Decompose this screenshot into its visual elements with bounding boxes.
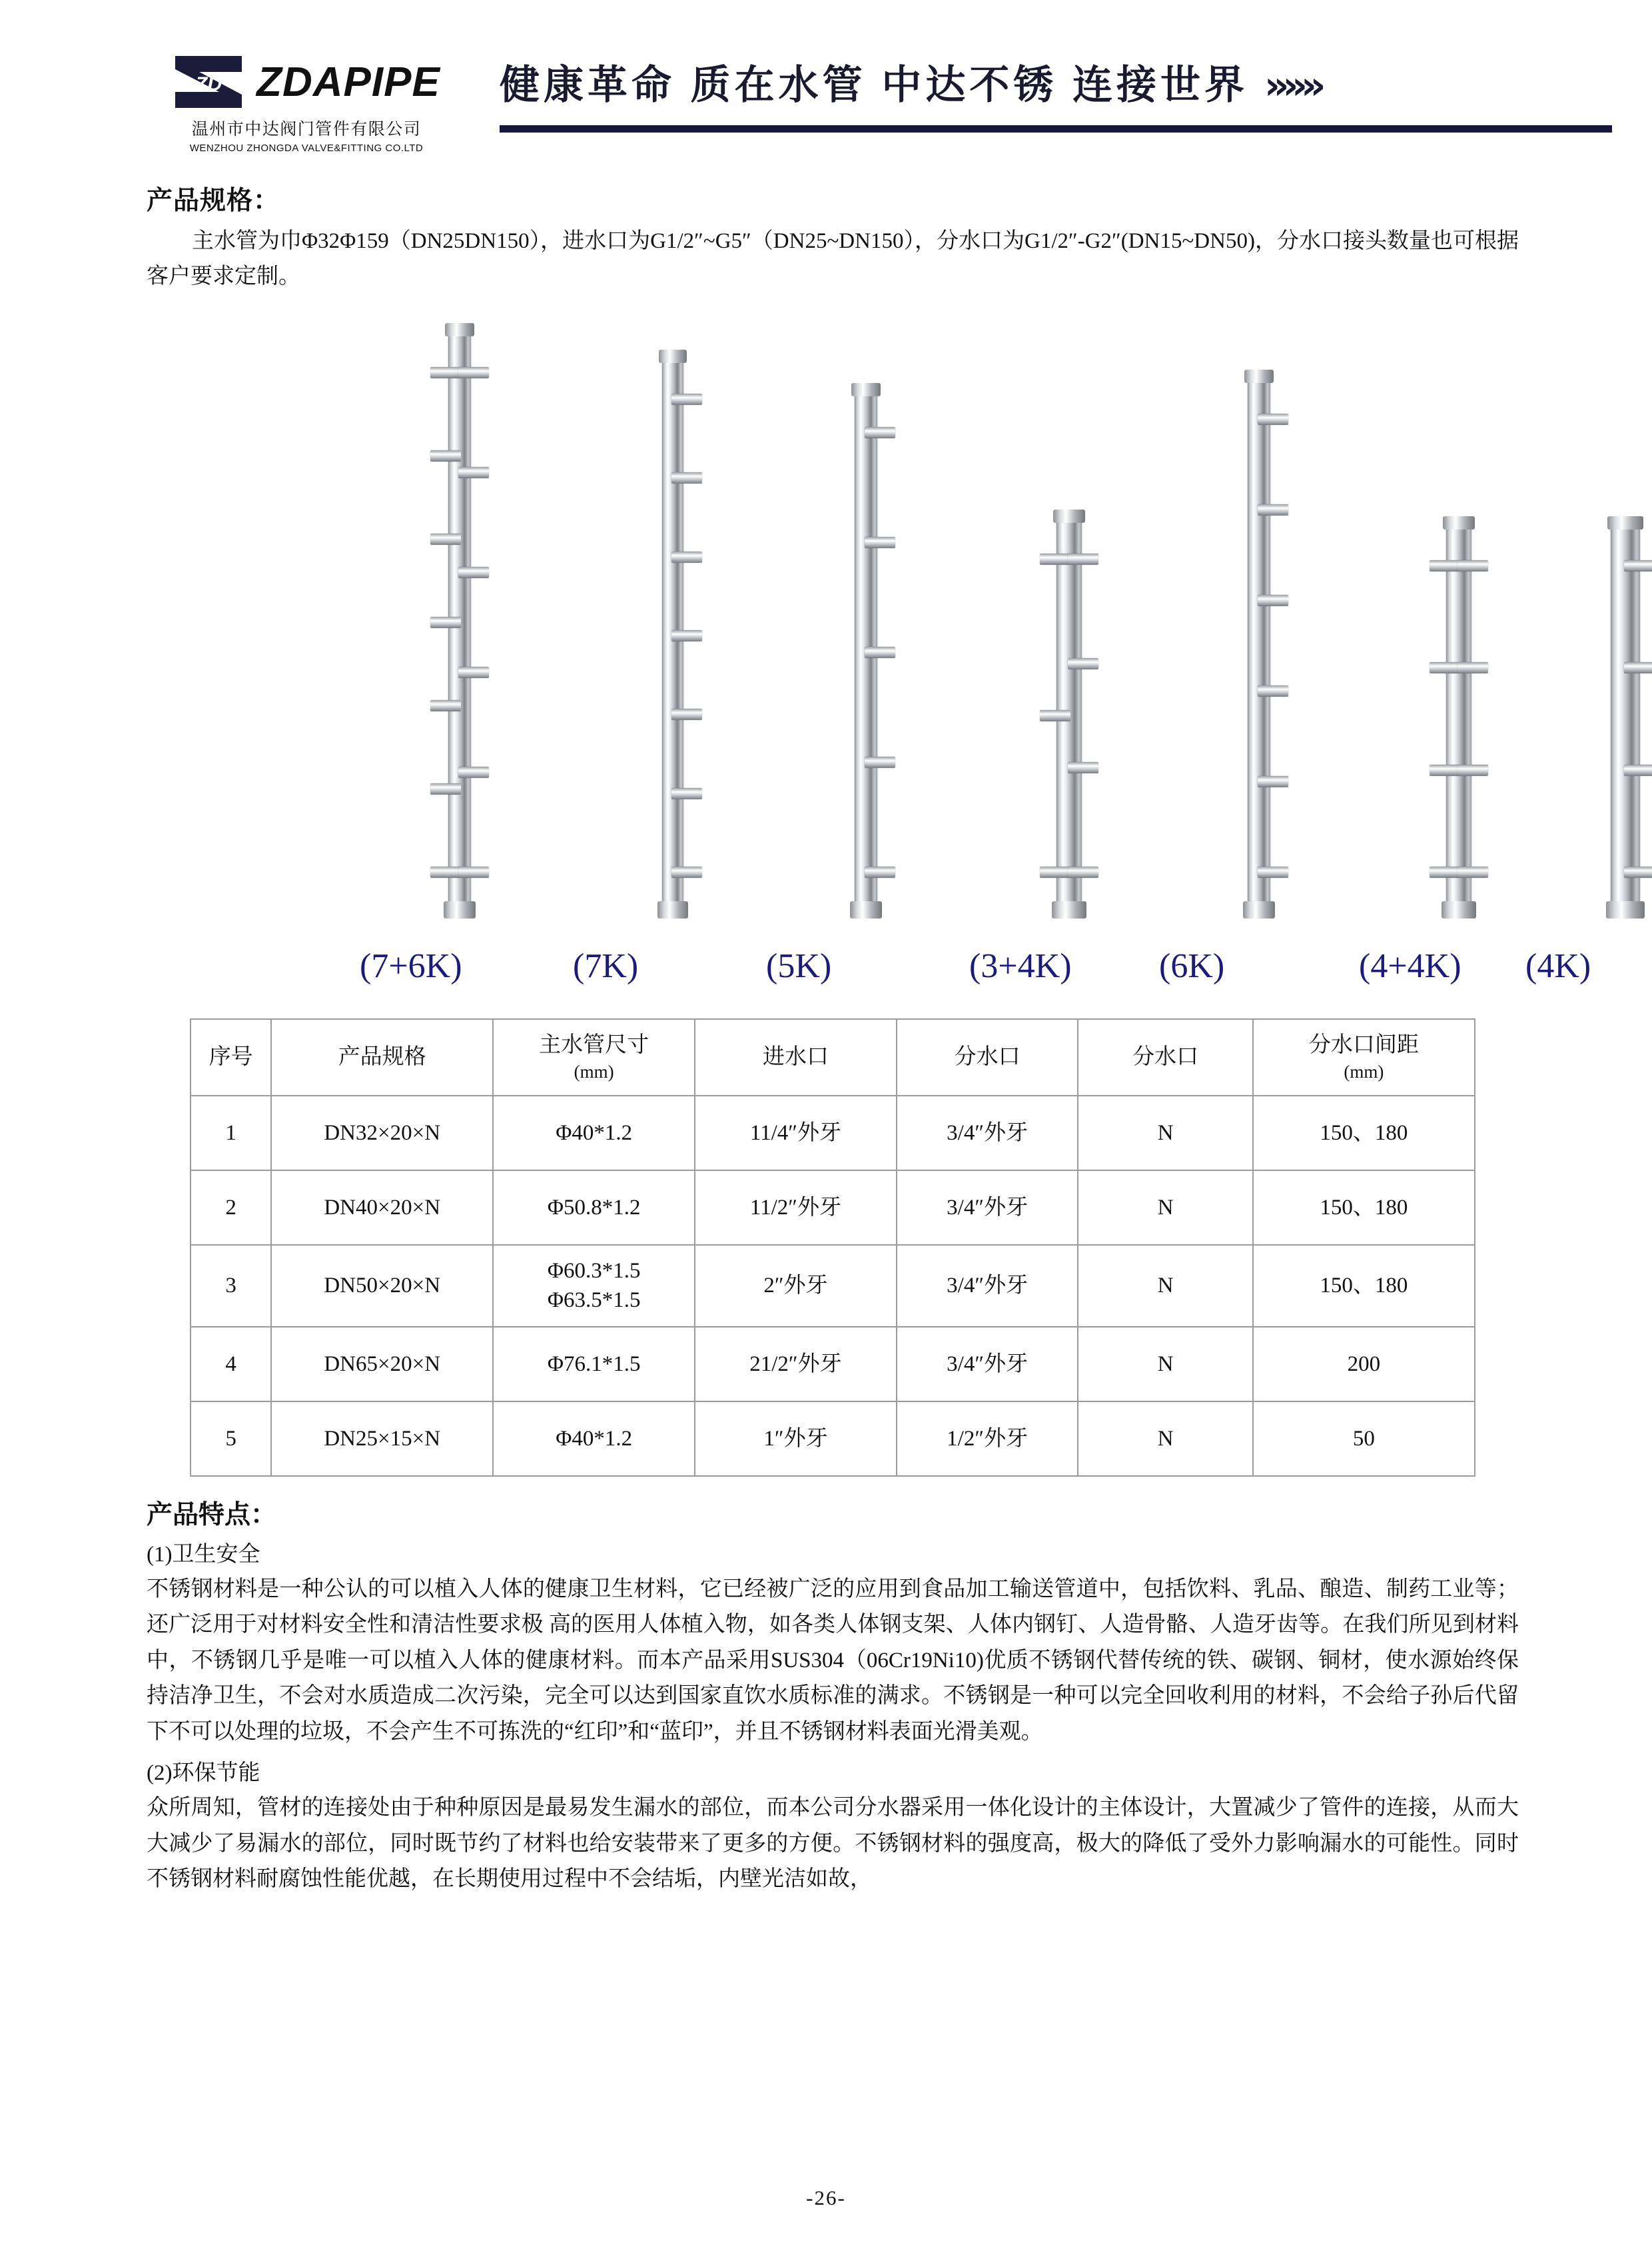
product-label-row bbox=[147, 946, 1591, 1006]
table-cell: 1/2″外牙 bbox=[897, 1401, 1078, 1476]
pipe-cap-top bbox=[851, 383, 881, 396]
zd-logo-icon bbox=[173, 53, 244, 111]
branch-port bbox=[430, 450, 461, 462]
branch-port bbox=[1430, 662, 1460, 673]
table-header-cell: 序号 bbox=[191, 1019, 271, 1096]
branch-port bbox=[865, 647, 895, 658]
table-cell: DN25×15×N bbox=[271, 1401, 493, 1476]
branch-port bbox=[1068, 762, 1098, 773]
branch-port bbox=[1040, 554, 1070, 565]
branch-port bbox=[1624, 560, 1652, 571]
main-pipe bbox=[1446, 520, 1471, 913]
pipe-cap-top bbox=[1607, 516, 1643, 530]
branch-port bbox=[430, 617, 461, 628]
company-logo bbox=[133, 53, 480, 154]
chevrons-icon: »»» bbox=[1264, 63, 1320, 108]
features-section bbox=[147, 1494, 1519, 1898]
product-manifold bbox=[806, 387, 926, 913]
branch-port bbox=[430, 783, 461, 795]
table-cell: N bbox=[1078, 1245, 1252, 1327]
branch-port bbox=[458, 467, 489, 478]
table-header-cell: 分水口间距 (mm) bbox=[1253, 1019, 1475, 1096]
branch-port bbox=[1068, 867, 1098, 878]
table-header-cell: 分水口 bbox=[897, 1019, 1078, 1096]
pipe-cap-top bbox=[1053, 510, 1085, 523]
page-header bbox=[0, 0, 1652, 167]
pipe-cap-bottom bbox=[1243, 901, 1275, 919]
product-label: (3+4K) bbox=[969, 946, 1072, 985]
feature-1-title: (1)卫生安全 bbox=[147, 1542, 260, 1567]
logo-wordmark: ZDAPIPE bbox=[256, 59, 440, 105]
table-cell: N bbox=[1078, 1327, 1252, 1401]
features-title: 产品特点： bbox=[147, 1500, 277, 1529]
branch-port bbox=[1258, 504, 1288, 516]
branch-port bbox=[1258, 414, 1288, 425]
table-cell: 4 bbox=[191, 1327, 271, 1401]
table-cell: DN65×20×N bbox=[271, 1327, 493, 1401]
table-header-cell: 产品规格 bbox=[271, 1019, 493, 1096]
table-cell: 200 bbox=[1253, 1327, 1475, 1401]
table-header-cell: 分水口 bbox=[1078, 1019, 1252, 1096]
table-cell: DN40×20×N bbox=[271, 1170, 493, 1245]
branch-port bbox=[458, 867, 489, 878]
table-header-cell: 进水口 bbox=[695, 1019, 897, 1096]
branch-port bbox=[1430, 765, 1460, 776]
table-cell: DN50×20×N bbox=[271, 1245, 493, 1327]
table-cell: 1″外牙 bbox=[695, 1401, 897, 1476]
branch-port bbox=[458, 567, 489, 578]
branch-port bbox=[1040, 710, 1070, 721]
table-cell: 150、180 bbox=[1253, 1170, 1475, 1245]
feature-1-body: 不锈钢材料是一种公认的可以植入人体的健康卫生材料，它已经被广泛的应用到食品加工输送管道中，包括饮料、乳品、酿造、制药工业等；还广泛用于对材料安全性和清洁性要求极 高的医用人体植入物，如各类人体钢支架、人体内钢钉、人造骨骼、人造牙齿等。在我们所见到材料中，不锈钢几乎是唯一可以植入人体的健康材料。而本产品采用SUS304（06Cr19Ni10)优质不锈钢代替传统的铁、碳钢、铜材，使水源始终保持洁净卫生，不会对水质造成二次污染，完全可以达到国家直饮水质标准的满求。不锈钢是一种可以完全回收利用的材料，不会给子孙后代留下不可以处理的垃圾，不会产生不可拣洗的“红印”和“蓝印”，并且不锈钢材料表面光滑美观。 bbox=[147, 1577, 1519, 1744]
branch-port bbox=[430, 867, 461, 878]
table-cell: 21/2″外牙 bbox=[695, 1327, 897, 1401]
product-label: (6K) bbox=[1159, 946, 1225, 985]
pipe-cap-bottom bbox=[444, 901, 476, 919]
table-cell: Φ40*1.2 bbox=[493, 1401, 695, 1476]
table-cell: 3/4″外牙 bbox=[897, 1170, 1078, 1245]
table-cell: 2 bbox=[191, 1170, 271, 1245]
branch-port bbox=[865, 427, 895, 438]
header-rule bbox=[500, 125, 1612, 133]
pipe-cap-bottom bbox=[1606, 901, 1645, 919]
branch-port bbox=[865, 867, 895, 878]
branch-port bbox=[1258, 595, 1288, 606]
branch-port bbox=[671, 472, 702, 484]
branch-port bbox=[1457, 765, 1488, 776]
branch-port bbox=[671, 552, 702, 563]
product-label: (5K) bbox=[766, 946, 832, 985]
specification-table bbox=[190, 1018, 1475, 1477]
branch-port bbox=[1068, 658, 1098, 669]
product-label: (4K) bbox=[1525, 946, 1591, 985]
main-pipe bbox=[1611, 520, 1640, 913]
spec-section-paragraph: 主水管为巾Φ32Φ159（DN25DN150），进水口为G1/2″~G5″（DN25~DN150），分水口为G1/2″-G2″(DN15~DN50)，分水口接头数量也可根据客户要求定制。 bbox=[147, 229, 1519, 289]
product-label: (4+4K) bbox=[1359, 946, 1461, 985]
branch-port bbox=[430, 367, 461, 378]
branch-port bbox=[1624, 765, 1652, 776]
branch-port bbox=[430, 534, 461, 545]
table-row bbox=[191, 1170, 1475, 1245]
branch-port bbox=[671, 630, 702, 641]
page-number: -26- bbox=[806, 2186, 846, 2209]
branch-port bbox=[1624, 662, 1652, 673]
branch-port bbox=[1040, 867, 1070, 878]
table-cell: 11/4″外牙 bbox=[695, 1096, 897, 1170]
branch-port bbox=[458, 667, 489, 678]
table-cell: Φ40*1.2 bbox=[493, 1096, 695, 1170]
table-cell: 3/4″外牙 bbox=[897, 1245, 1078, 1327]
branch-port bbox=[865, 537, 895, 548]
product-label: (7K) bbox=[573, 946, 639, 985]
feature-2-title: (2)环保节能 bbox=[147, 1761, 260, 1786]
branch-port bbox=[671, 867, 702, 878]
company-name-en: WENZHOU ZHONGDA VALVE&FITTING CO.LTD bbox=[189, 143, 424, 154]
table-header-cell: 主水管尺寸 (mm) bbox=[493, 1019, 695, 1096]
table-row bbox=[191, 1245, 1475, 1327]
table-cell: 150、180 bbox=[1253, 1245, 1475, 1327]
branch-port bbox=[430, 700, 461, 711]
product-manifold bbox=[1009, 514, 1129, 913]
branch-port bbox=[1624, 867, 1652, 878]
pipe-cap-top bbox=[659, 350, 687, 363]
branch-port bbox=[1430, 560, 1460, 571]
product-manifold bbox=[613, 354, 733, 913]
table-cell: N bbox=[1078, 1096, 1252, 1170]
product-manifold bbox=[1199, 374, 1319, 913]
table-cell: 5 bbox=[191, 1401, 271, 1476]
branch-port bbox=[865, 757, 895, 768]
branch-port bbox=[1068, 554, 1098, 565]
feature-2-body: 众所周知，管材的连接处由于种种原因是最易发生漏水的部位，而本公司分水器采用一体化设计的主体设计，大置减少了管件的连接，从而大大减少了易漏水的部位，同时既节约了材料也给安装带来了更多的方便。不锈钢材料的强度高，极大的降低了受外力影响漏水的可能性。同时不锈钢材料耐腐蚀性能优越，在长期使用过程中不会结垢，内壁光洁如故， bbox=[147, 1796, 1519, 1892]
product-label: (7+6K) bbox=[360, 946, 462, 985]
table-cell: 1 bbox=[191, 1096, 271, 1170]
branch-port bbox=[1430, 867, 1460, 878]
pipe-cap-top bbox=[1244, 370, 1274, 383]
pipe-cap-bottom bbox=[850, 901, 882, 919]
table-row bbox=[191, 1096, 1475, 1170]
table-cell: 11/2″外牙 bbox=[695, 1170, 897, 1245]
table-body bbox=[191, 1096, 1475, 1476]
company-name-cn: 温州市中达阀门管件有限公司 bbox=[191, 120, 422, 139]
page-content bbox=[0, 180, 1652, 1898]
table-cell: Φ50.8*1.2 bbox=[493, 1170, 695, 1245]
branch-port bbox=[1258, 867, 1288, 878]
pipe-cap-bottom bbox=[657, 901, 688, 919]
pipe-cap-top bbox=[1443, 516, 1475, 530]
table-cell: Φ76.1*1.5 bbox=[493, 1327, 695, 1401]
branch-port bbox=[1457, 662, 1488, 673]
slogan-text: 健康革命 质在水管 中达不锈 连接世界 bbox=[500, 63, 1249, 107]
branch-port bbox=[458, 767, 489, 778]
table-cell: DN32×20×N bbox=[271, 1096, 493, 1170]
table-cell: 2″外牙 bbox=[695, 1245, 897, 1327]
main-pipe bbox=[1248, 374, 1270, 913]
branch-port bbox=[1258, 776, 1288, 787]
svg-text:ZD: ZD bbox=[195, 73, 222, 95]
table-cell: 50 bbox=[1253, 1401, 1475, 1476]
product-manifold bbox=[400, 327, 520, 913]
branch-port bbox=[458, 367, 489, 378]
table-header-row bbox=[191, 1019, 1475, 1096]
pipe-cap-bottom bbox=[1442, 901, 1476, 919]
table-row bbox=[191, 1401, 1475, 1476]
pipe-cap-bottom bbox=[1052, 901, 1086, 919]
branch-port bbox=[1258, 685, 1288, 697]
table-row bbox=[191, 1327, 1475, 1401]
table-cell: 150、180 bbox=[1253, 1096, 1475, 1170]
table-cell: Φ60.3*1.5 Φ63.5*1.5 bbox=[493, 1245, 695, 1327]
branch-port bbox=[1457, 560, 1488, 571]
product-illustrations bbox=[147, 314, 1519, 953]
product-manifold bbox=[1565, 520, 1652, 913]
spec-section-title: 产品规格： bbox=[147, 187, 280, 215]
table-cell: 3/4″外牙 bbox=[897, 1327, 1078, 1401]
product-manifold bbox=[1399, 520, 1519, 913]
table-cell: N bbox=[1078, 1170, 1252, 1245]
branch-port bbox=[1457, 867, 1488, 878]
table-cell: N bbox=[1078, 1401, 1252, 1476]
slogan-block bbox=[500, 53, 1612, 133]
branch-port bbox=[671, 709, 702, 720]
branch-port bbox=[671, 394, 702, 405]
pipe-cap-top bbox=[445, 323, 474, 336]
branch-port bbox=[671, 788, 702, 799]
table-cell: 3 bbox=[191, 1245, 271, 1327]
table-cell: 3/4″外牙 bbox=[897, 1096, 1078, 1170]
